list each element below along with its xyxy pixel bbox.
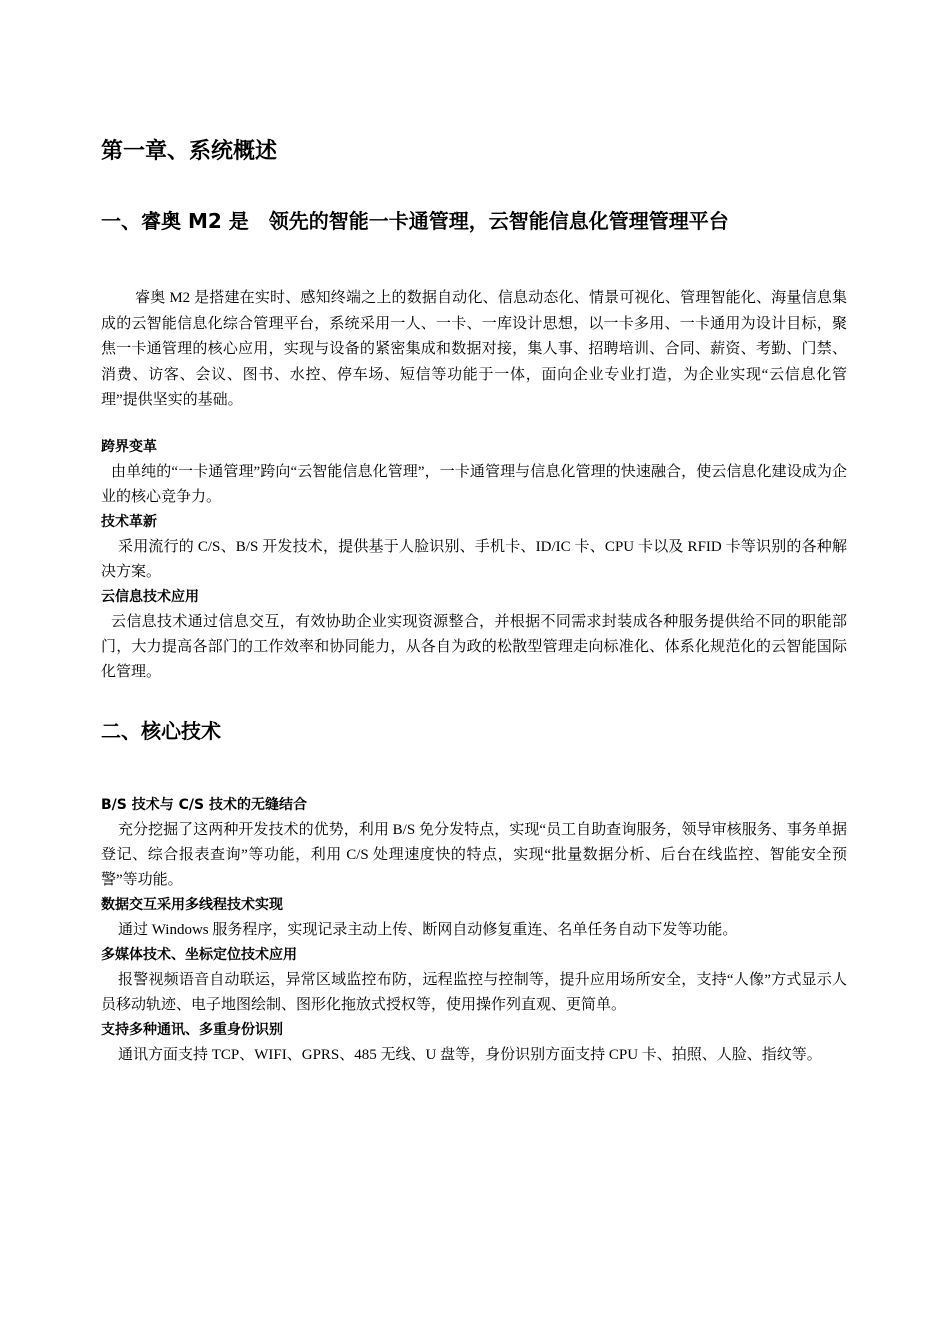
feature-item-bs-cs bbox=[101, 793, 847, 893]
section-1-title: 一、睿奥 M2 是 领先的智能一卡通管理，云智能信息化管理管理平台 bbox=[101, 209, 729, 233]
feature-heading: 多媒体技术、坐标定位技术应用 bbox=[101, 947, 297, 963]
feature-item-communication bbox=[101, 1018, 847, 1068]
feature-heading: 技术革新 bbox=[101, 514, 157, 530]
feature-heading: 跨界变革 bbox=[101, 439, 157, 455]
feature-body: 通过 Windows 服务程序，实现记录主动上传、断网自动修复重连、名单任务自动下发等功能。 bbox=[118, 922, 738, 938]
feature-item-tech-innovation bbox=[101, 510, 847, 585]
feature-item-multithread bbox=[101, 893, 847, 943]
feature-heading: 云信息技术应用 bbox=[101, 589, 199, 605]
feature-body: 采用流行的 C/S、B/S 开发技术，提供基于人脸识别、手机卡、ID/IC 卡、CPU 卡以及 RFID 卡等识别的各种解决方案。 bbox=[101, 539, 847, 580]
chapter-title: 第一章、系统概述 bbox=[101, 139, 278, 164]
feature-body: 通讯方面支持 TCP、WIFI、GPRS、485 无线、U 盘等，身份识别方面支持 CPU 卡、拍照、人脸、指纹等。 bbox=[118, 1047, 822, 1063]
feature-item-multimedia bbox=[101, 943, 847, 1018]
feature-body: 云信息技术通过信息交互，有效协助企业实现资源整合，并根据不同需求封装成各种服务提供给不同的职能部门，大力提高各部门的工作效率和协同能力，从各自为政的松散型管理走向标准化、体系化规范化的云智能国际化管理。 bbox=[101, 614, 847, 680]
feature-heading: 数据交互采用多线程技术实现 bbox=[101, 897, 283, 913]
feature-body: 由单纯的“一卡通管理”跨向“云智能信息化管理”，一卡通管理与信息化管理的快速融合，使云信息化建设成为企业的核心竞争力。 bbox=[101, 464, 847, 505]
section-1-intro-paragraph: 睿奥 M2 是搭建在实时、感知终端之上的数据自动化、信息动态化、情景可视化、管理智能化、海量信息集成的云智能信息化综合管理平台，系统采用一人、一卡、一库设计思想，以一卡多用、一卡通用为设计目标，聚焦一卡通管理的核心应用，实现与设备的紧密集成和数据对接，集人事、招聘培训、合同、薪资、考勤、门禁、消费、访客、会议、图书、水控、停车场、短信等功能于一体，面向企业专业打造，为企业实现“云信息化管理”提供坚实的基础。 bbox=[101, 290, 847, 408]
feature-body: 报警视频语音自动联运，异常区域监控布防，远程监控与控制等，提升应用场所安全，支持“人像”方式显示人员移动轨迹、电子地图绘制、图形化拖放式授权等，使用操作列直观、更简单。 bbox=[101, 972, 847, 1013]
feature-heading: 支持多种通讯、多重身份识别 bbox=[101, 1022, 283, 1038]
feature-item-cross-border bbox=[101, 435, 847, 510]
section-2-feature-list bbox=[101, 793, 847, 1068]
section-1-feature-list bbox=[101, 435, 847, 685]
section-2-title: 二、核心技术 bbox=[101, 719, 221, 743]
feature-item-cloud-info bbox=[101, 585, 847, 685]
feature-body: 充分挖掘了这两种开发技术的优势，利用 B/S 免分发特点，实现“员工自助查询服务，领导审核服务、事务单据登记、综合报表查询”等功能，利用 C/S 处理速度快的特点，实现“批量数据分析、后台在线监控、智能安全预警”等功能。 bbox=[101, 822, 847, 888]
feature-heading: B/S 技术与 C/S 技术的无缝结合 bbox=[101, 797, 307, 813]
